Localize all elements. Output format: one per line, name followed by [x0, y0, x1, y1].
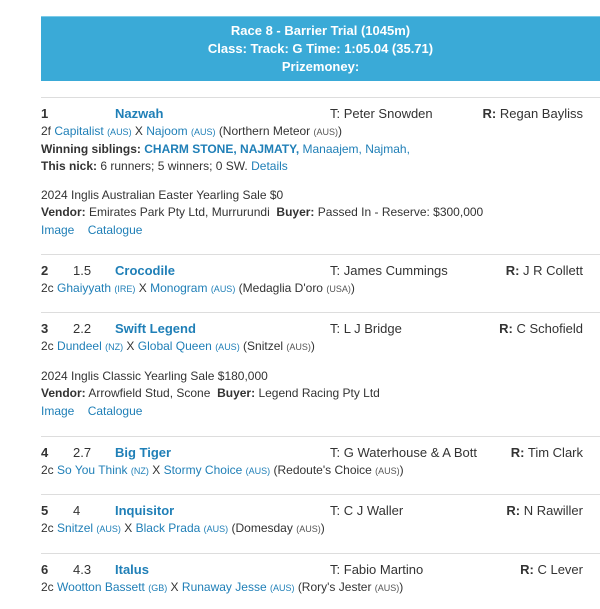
rider-prefix: R:	[520, 562, 534, 577]
trainer-name: C J Waller	[343, 503, 404, 518]
race-title: Race 8 - Barrier Trial (1045m)	[230, 23, 411, 38]
pedigree-line	[41, 520, 600, 538]
sire-link[interactable]: Ghaiyyath	[57, 281, 112, 295]
damsire-close: )	[399, 580, 404, 594]
finish-margin: 2.7	[73, 445, 92, 460]
dam-link[interactable]: Stormy Choice	[163, 463, 243, 477]
catalogue-link[interactable]: Catalogue	[87, 404, 143, 418]
this-nick-label: This nick:	[41, 159, 98, 173]
runner-entry	[41, 494, 600, 538]
buyer-label: Buyer:	[276, 205, 315, 219]
rider	[511, 444, 583, 462]
damsire: (Medaglia D'oro	[238, 281, 323, 295]
sire-country: (NZ)	[105, 342, 124, 352]
cross-mark: X	[152, 463, 161, 477]
trainer	[330, 105, 433, 123]
cross-mark: X	[134, 124, 143, 138]
sex-age: 2c	[41, 521, 54, 535]
dam-link[interactable]: Monogram	[150, 281, 208, 295]
rider	[506, 502, 583, 520]
horse-name-link[interactable]: Crocodile	[115, 263, 175, 278]
trainer	[330, 320, 402, 338]
sex-age: 2c	[41, 281, 54, 295]
rider-name: Tim Clark	[527, 445, 583, 460]
sire-country: (AUS)	[96, 524, 121, 534]
media-links	[41, 222, 600, 239]
finish-margin: 1.5	[73, 263, 92, 278]
damsire: (Domesday	[231, 521, 293, 535]
pedigree-line	[41, 579, 600, 597]
race-prizemoney: Prizemoney:	[281, 59, 360, 74]
runner-entry	[41, 436, 600, 480]
dam-country: (AUS)	[210, 284, 236, 294]
sire-link[interactable]: Capitalist	[54, 124, 104, 138]
sire-country: (GB)	[148, 583, 168, 593]
sex-age: 2c	[41, 339, 54, 353]
trainer-name: Peter Snowden	[343, 106, 433, 121]
image-link[interactable]: Image	[41, 223, 75, 237]
damsire-close: )	[338, 124, 343, 138]
runner-entry	[41, 553, 600, 597]
sibling-link[interactable]: Manaajem,	[302, 142, 362, 156]
sex-age: 2c	[41, 580, 54, 594]
damsire: (Snitzel	[243, 339, 284, 353]
rider-name: Regan Bayliss	[499, 106, 583, 121]
trainer-prefix: T:	[330, 263, 341, 278]
dam-link[interactable]: Global Queen	[137, 339, 212, 353]
pedigree-line	[41, 462, 600, 480]
damsire: (Northern Meteor	[218, 124, 311, 138]
trainer-prefix: T:	[330, 445, 341, 460]
sale-info: 2024 Inglis Classic Yearling Sale $180,000	[41, 369, 268, 383]
finish-position: 1	[41, 106, 49, 121]
dam-link[interactable]: Najoom	[146, 124, 188, 138]
trainer-prefix: T:	[330, 562, 341, 577]
rider-prefix: R:	[510, 445, 525, 460]
sibling-link[interactable]: NAJMATY,	[240, 142, 300, 156]
vendor-value: Arrowfield Stud, Scone	[88, 386, 211, 400]
dam-country: (AUS)	[245, 466, 271, 476]
sex-age: 2f	[41, 124, 52, 138]
trainer	[330, 444, 477, 462]
race-header	[41, 16, 600, 81]
buyer-value: Passed In - Reserve: $300,000	[317, 205, 484, 219]
dam-link[interactable]: Runaway Jesse	[181, 580, 267, 594]
horse-name-link[interactable]: Nazwah	[115, 106, 164, 121]
dam-country: (AUS)	[215, 342, 240, 352]
finish-margin: 4.3	[73, 562, 92, 577]
winning-siblings	[41, 141, 600, 158]
horse-name-link[interactable]: Big Tiger	[115, 445, 172, 460]
pedigree-line	[41, 338, 600, 356]
damsire-country: (AUS)	[313, 127, 339, 137]
dam-country: (AUS)	[269, 583, 295, 593]
damsire-close: )	[399, 463, 404, 477]
sire-link[interactable]: Wootton Bassett	[57, 580, 145, 594]
rider-name: N Rawiller	[523, 503, 583, 518]
winning-siblings-label: Winning siblings:	[41, 142, 141, 156]
damsire-country: (AUS)	[374, 583, 400, 593]
damsire-close: )	[350, 281, 355, 295]
rider	[520, 561, 583, 579]
finish-margin: 4	[73, 503, 81, 518]
pedigree-line	[41, 123, 600, 141]
trainer	[330, 561, 423, 579]
trainer-name: Fabio Martino	[343, 562, 424, 577]
rider	[499, 320, 583, 338]
damsire: (Redoute's Choice	[273, 463, 372, 477]
details-link[interactable]: Details	[251, 159, 288, 173]
runner-entry	[41, 312, 600, 420]
catalogue-link[interactable]: Catalogue	[87, 223, 143, 237]
image-link[interactable]: Image	[41, 404, 75, 418]
dam-country: (AUS)	[203, 524, 229, 534]
trainer-name: James Cummings	[343, 263, 448, 278]
sire-country: (IRE)	[114, 284, 136, 294]
media-links	[41, 403, 600, 420]
finish-position: 2	[41, 263, 49, 278]
rider-prefix: R:	[506, 503, 521, 518]
race-class-track-time: Class: Track: G Time: 1:05.04 (35.71)	[207, 41, 434, 56]
dam-link[interactable]: Black Prada	[135, 521, 201, 535]
damsire-country: (USA)	[326, 284, 351, 294]
sibling-link[interactable]: Najmah,	[365, 142, 410, 156]
sex-age: 2c	[41, 463, 54, 477]
horse-name-link[interactable]: Inquisitor	[115, 503, 175, 518]
pedigree-line	[41, 280, 600, 298]
rider-name: C Lever	[537, 562, 583, 577]
finish-position: 3	[41, 321, 49, 336]
rider-name: J R Collett	[523, 263, 583, 278]
finish-position: 4	[41, 445, 49, 460]
damsire-country: (AUS)	[286, 342, 311, 352]
nick-value: 6 runners; 5 winners; 0 SW.	[100, 159, 248, 173]
sire-link[interactable]: So You Think	[57, 463, 128, 477]
damsire-close: )	[320, 521, 325, 535]
rider-name: C Schofield	[516, 321, 583, 336]
damsire-close: )	[310, 339, 315, 353]
rider-prefix: R:	[482, 106, 497, 121]
buyer-label: Buyer:	[217, 386, 256, 400]
rider-prefix: R:	[505, 263, 520, 278]
vendor-buyer	[41, 204, 600, 221]
trainer	[330, 262, 448, 280]
damsire-country: (AUS)	[296, 524, 321, 534]
damsire-country: (AUS)	[375, 466, 400, 476]
nick-stats	[41, 158, 600, 175]
trainer-prefix: T:	[330, 503, 341, 518]
sire-country: (NZ)	[130, 466, 149, 476]
finish-position: 6	[41, 562, 49, 577]
sale-info: 2024 Inglis Australian Easter Yearling Sale $0	[41, 188, 284, 202]
finish-margin: 2.2	[73, 321, 92, 336]
vendor-label: Vendor:	[41, 205, 86, 219]
sire-country: (AUS)	[107, 127, 132, 137]
dam-country: (AUS)	[190, 127, 216, 137]
horse-name-link[interactable]: Italus	[115, 562, 149, 577]
runner-entry	[41, 254, 600, 298]
trainer	[330, 502, 403, 520]
vendor-value: Emirates Park Pty Ltd, Murrurundi	[89, 205, 270, 219]
runner-entry	[41, 97, 600, 239]
cross-mark: X	[138, 281, 147, 295]
buyer-value: Legend Racing Pty Ltd	[258, 386, 380, 400]
finish-position: 5	[41, 503, 49, 518]
sire-link[interactable]: Dundeel	[57, 339, 102, 353]
cross-mark: X	[124, 521, 133, 535]
vendor-buyer	[41, 385, 600, 402]
sire-link[interactable]: Snitzel	[57, 521, 94, 535]
sibling-link[interactable]: CHARM STONE,	[144, 142, 237, 156]
rider	[506, 262, 583, 280]
rider-prefix: R:	[499, 321, 513, 336]
vendor-label: Vendor:	[41, 386, 86, 400]
trainer-name: L J Bridge	[343, 321, 402, 336]
trainer-prefix: T:	[330, 321, 341, 336]
rider	[483, 105, 583, 123]
damsire: (Rory's Jester	[297, 580, 372, 594]
trainer-prefix: T:	[330, 106, 341, 121]
cross-mark: X	[170, 580, 179, 594]
cross-mark: X	[126, 339, 135, 353]
horse-name-link[interactable]: Swift Legend	[115, 321, 196, 336]
trainer-name: G Waterhouse & A Bott	[343, 445, 477, 460]
